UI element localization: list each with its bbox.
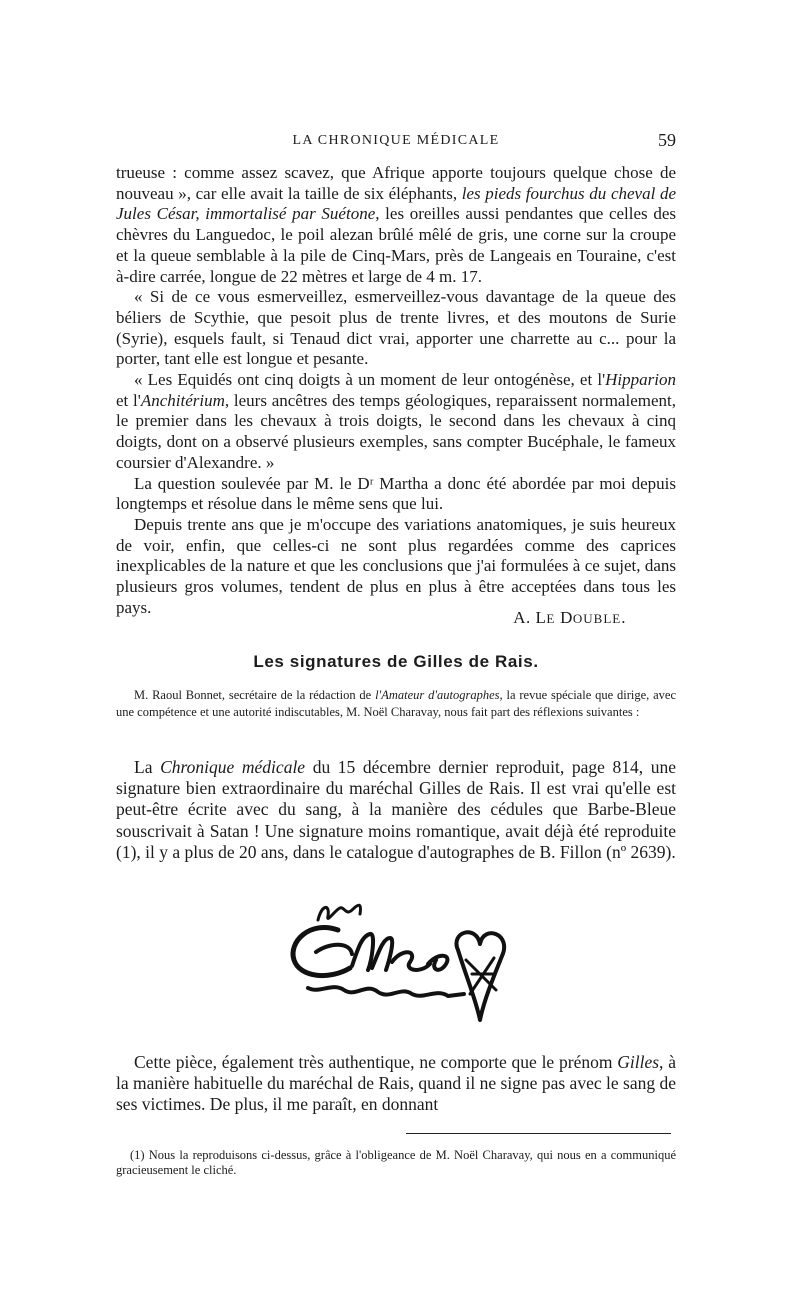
paragraph: La question soulevée par M. le Dʳ Martha a donc été abordée par moi depuis longtemps et résolue dans le même sens que lui. — [116, 473, 676, 514]
paragraph: Depuis trente ans que je m'occupe des variations anatomiques, je suis heureux de voir, enfin, que celles-ci ne sont plus regardées comme des caprices inexplicables de la nature et que les conclusions que j'ai formulées à ce sujet, dans plusieurs gros volumes, tendent de plus en plus à être acceptées dans tous les pays. — [116, 514, 676, 617]
gilles-signature-image — [280, 890, 520, 1040]
paragraph: Cette pièce, également très authentique, ne comporte que le prénom Gilles, à la manière habituelle du maréchal de Rais, quand il ne signe pas avec le sang de ses victimes. De plus, il me paraît, en donnant — [116, 1052, 676, 1115]
footnote: (1) Nous la reproduisons ci-dessus, grâce à l'obligeance de M. Noël Charavay, qui nous en a communiqué gracieusement le cliché. — [116, 1148, 676, 1177]
paragraph: « Si de ce vous esmerveillez, esmerveillez-vous davantage de la queue des béliers de Scythie, que pesoit plus de trente livres, et des moutons de Surie (Syrie), esquels fault, si Tenaud dict vrai, apporter une charrette au c... pour la porter, tant elle est longue et pesante. — [116, 287, 676, 369]
paragraph: trueuse : comme assez scavez, que Afrique apporte toujours quelque chose de nouveau », car elle avait la taille de six éléphants, les pieds fourchus du cheval de Jules César, immortalisé par Suétone, les oreilles aussi pendantes que celles des chèvres du Languedoc, le poil alezan brûlé mêlé de gris, une corne sur la croupe et la queue semblable à la pile de Cinq-Mars, près de Langeais en Touraine, c'est à-dire carrée, longue de 22 mètres et large de 4 m. 17. — [116, 163, 676, 286]
page-header — [116, 130, 676, 155]
page-number: 59 — [658, 130, 676, 150]
paragraph: La Chronique médicale du 15 décembre dernier reproduit, page 814, une signature bien extraordinaire du maréchal Gilles de Rais. Il est vrai qu'elle est peut-être écrite avec du sang, à la manière des cédules que Barbe-Bleue souscrivait à Satan ! Une signature moins romantique, avait déjà été reproduite (1), il y a plus de 20 ans, dans le catalogue d'autographes de B. Fillon (nº 2639). — [116, 757, 676, 862]
section-title: Les signatures de Gilles de Rais. — [253, 652, 539, 671]
article-body — [116, 757, 676, 863]
article-continuation — [116, 1052, 676, 1116]
continued-text — [116, 163, 676, 618]
paragraph: « Les Equidés ont cinq doigts à un moment de leur ontogénèse, et l'Hipparion et l'Anchitérium, leurs ancêtres des temps géologiques, reparaissent normalement, le premier dans les chevaux à trois doigts, le second dans les chevaux à cinq doigts, dont on a observé plusieurs exemples, sans compter Bucéphale, le fameux coursier d'Alexandre. » — [116, 370, 676, 472]
running-title: LA CHRONIQUE MÉDICALE — [292, 133, 500, 148]
article-author: A. LE DOUBLE. — [513, 608, 626, 627]
footnote-divider — [406, 1133, 671, 1134]
section-intro: M. Raoul Bonnet, secrétaire de la rédaction de l'Amateur d'autographes, la revue spéciale que dirige, avec une compétence et une autorité indiscutables, M. Noël Charavay, nous fait part des réflexions suivantes : — [116, 688, 676, 719]
